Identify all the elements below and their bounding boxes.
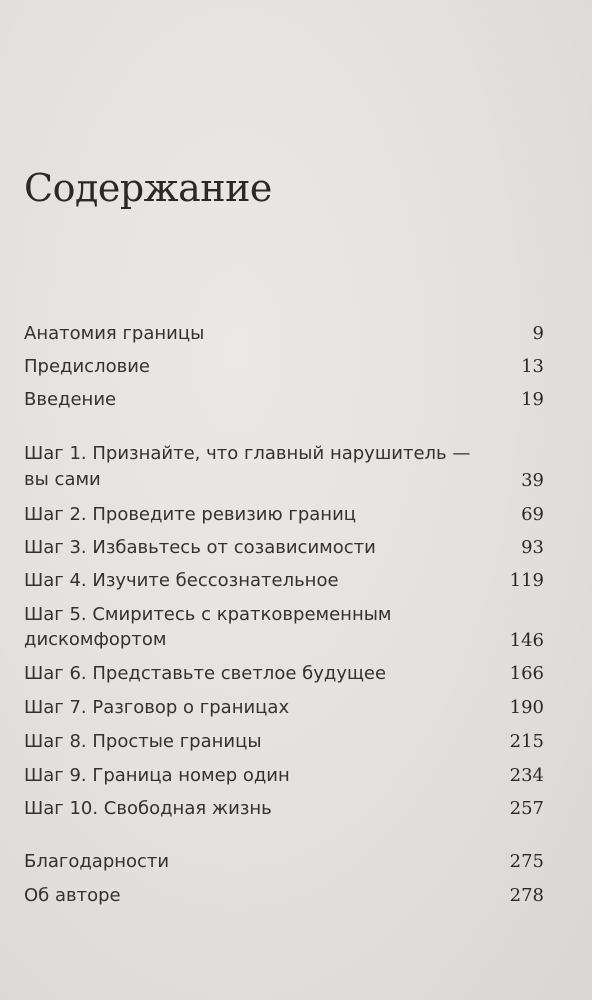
toc-entry-page: 13	[521, 356, 544, 377]
toc-entry[interactable]	[24, 567, 544, 595]
toc-entry[interactable]	[24, 795, 544, 823]
toc-entry[interactable]	[24, 762, 544, 790]
page-title: Содержание	[24, 166, 272, 210]
toc-entry[interactable]	[24, 440, 544, 492]
toc-entry-label: Предисловие	[24, 356, 150, 377]
toc-entry-page: 146	[509, 630, 544, 651]
toc-entry-label: Шаг 2. Проведите ревизию границ	[24, 504, 357, 525]
toc-entry-page: 119	[509, 570, 544, 591]
toc-entry-page: 9	[532, 323, 544, 344]
toc-entry-label: Об авторе	[24, 885, 121, 906]
toc-entry-page: 234	[509, 765, 544, 786]
toc-entry-label: Шаг 7. Разговор о границах	[24, 697, 290, 718]
toc-entry[interactable]	[24, 534, 544, 562]
toc-entry-label: Введение	[24, 389, 117, 410]
toc-entry[interactable]	[24, 601, 544, 653]
toc-entry-label: Благодарности	[24, 851, 170, 872]
toc-entry-label: Шаг 10. Свободная жизнь	[24, 798, 272, 819]
toc-entry-label-continued: вы сами	[24, 469, 101, 490]
toc-entry-label: Шаг 3. Избавьтесь от созависимости	[24, 537, 376, 558]
toc-entry-page: 275	[509, 851, 544, 872]
toc-entry-page: 19	[521, 389, 544, 410]
toc-entry-page: 257	[509, 798, 544, 819]
toc-entry[interactable]	[24, 694, 544, 722]
toc-entry[interactable]	[24, 728, 544, 756]
toc-entry-label: Шаг 8. Простые границы	[24, 731, 262, 752]
toc-entry[interactable]	[24, 386, 544, 414]
toc-entry-page: 69	[521, 504, 544, 525]
toc-entry-page: 39	[521, 470, 544, 491]
toc-entry-label: Анатомия границы	[24, 323, 205, 344]
toc-entry[interactable]	[24, 660, 544, 688]
toc-entry-page: 215	[509, 731, 544, 752]
toc-entry[interactable]	[24, 848, 544, 876]
toc-entry-page: 93	[521, 537, 544, 558]
toc-entry[interactable]	[24, 353, 544, 381]
toc-entry[interactable]	[24, 320, 544, 348]
toc-entry-page: 278	[509, 885, 544, 906]
toc-entry-label: Шаг 1. Признайте, что главный нарушитель —	[24, 443, 471, 464]
toc-entry[interactable]	[24, 882, 544, 910]
toc-entry-label-continued: дискомфортом	[24, 629, 167, 650]
toc-entry-label: Шаг 6. Представьте светлое будущее	[24, 663, 387, 684]
toc-entry-page: 166	[509, 663, 544, 684]
toc-entry-label: Шаг 5. Смиритесь с кратковременным	[24, 604, 392, 625]
toc-entry-page: 190	[509, 697, 544, 718]
toc-entry-label: Шаг 9. Граница номер один	[24, 765, 290, 786]
toc-entry-label: Шаг 4. Изучите бессознательное	[24, 570, 339, 591]
toc-entry[interactable]	[24, 501, 544, 529]
